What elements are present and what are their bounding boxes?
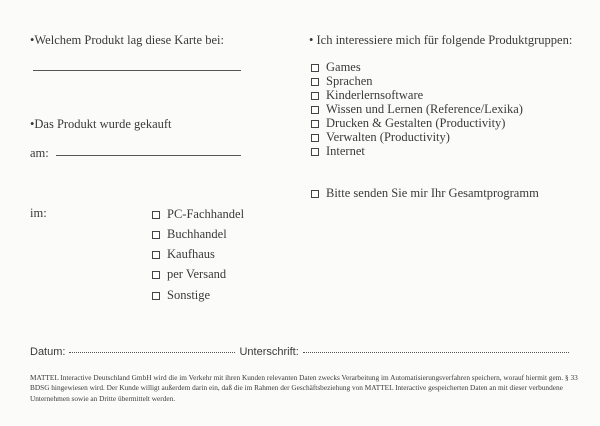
checkbox[interactable] (311, 134, 319, 142)
catalog-request-option[interactable]: Bitte senden Sie mir Ihr Gesamtprogramm (311, 186, 539, 201)
legal-notice: MATTEL Interactive Deutschland GmbH wird die im Verkehr mit ihren Kunden relevanten Daten zwecks Verarbeitung im Automatisierungsverfahren speichern, worauf hiermit gem. § 33 BDSG hingewiesen wird. Der Kunde willigt außerdem darin ein, daß die im Rahmen der Geschäftsbeziehung von MATTEL Interactive gespeicherten Daten an mit dieser verbundene Unternehmen sowie an Dritte übermittelt werden. (30, 373, 578, 403)
checkbox[interactable] (311, 120, 319, 128)
date-answer-line[interactable] (56, 155, 241, 156)
checkbox[interactable] (152, 231, 160, 239)
im-label: im: (30, 206, 47, 220)
question-purchased: •Das Produkt wurde gekauft (30, 117, 172, 131)
product-answer-line[interactable] (33, 70, 241, 71)
question-product: •Welchem Produkt lag diese Karte bei: (30, 33, 224, 47)
group-option-wissen[interactable]: Wissen und Lernen (Reference/Lexika) (311, 102, 523, 117)
unterschrift-label: Unterschrift: (239, 346, 299, 358)
checkbox[interactable] (311, 92, 319, 100)
datum-line[interactable] (69, 352, 235, 353)
group-option-internet[interactable]: Internet (311, 144, 365, 159)
shop-option-kaufhaus[interactable]: Kaufhaus (152, 247, 215, 262)
checkbox[interactable] (152, 251, 160, 259)
group-option-verwalten[interactable]: Verwalten (Productivity) (311, 130, 450, 145)
checkbox[interactable] (311, 190, 319, 198)
shop-option-buchhandel[interactable]: Buchhandel (152, 227, 227, 242)
shop-option-versand[interactable]: per Versand (152, 267, 226, 282)
signature-row (30, 346, 573, 358)
checkbox[interactable] (311, 106, 319, 114)
datum-label: Datum: (30, 346, 66, 358)
checkbox[interactable] (311, 78, 319, 86)
am-label: am: (30, 146, 49, 160)
group-option-drucken[interactable]: Drucken & Gestalten (Productivity) (311, 116, 505, 131)
shop-option-sonstige[interactable]: Sonstige (152, 288, 210, 303)
group-option-kinderlernsoftware[interactable]: Kinderlernsoftware (311, 88, 423, 103)
checkbox[interactable] (311, 148, 319, 156)
checkbox[interactable] (152, 211, 160, 219)
shop-option-pc-fachhandel[interactable]: PC-Fachhandel (152, 207, 244, 222)
checkbox[interactable] (152, 292, 160, 300)
group-option-games[interactable]: Games (311, 60, 361, 75)
interest-heading: • Ich interessiere mich für folgende Produktgruppen: (309, 33, 573, 47)
checkbox[interactable] (152, 271, 160, 279)
unterschrift-line[interactable] (303, 352, 569, 353)
checkbox[interactable] (311, 64, 319, 72)
group-option-sprachen[interactable]: Sprachen (311, 74, 373, 89)
